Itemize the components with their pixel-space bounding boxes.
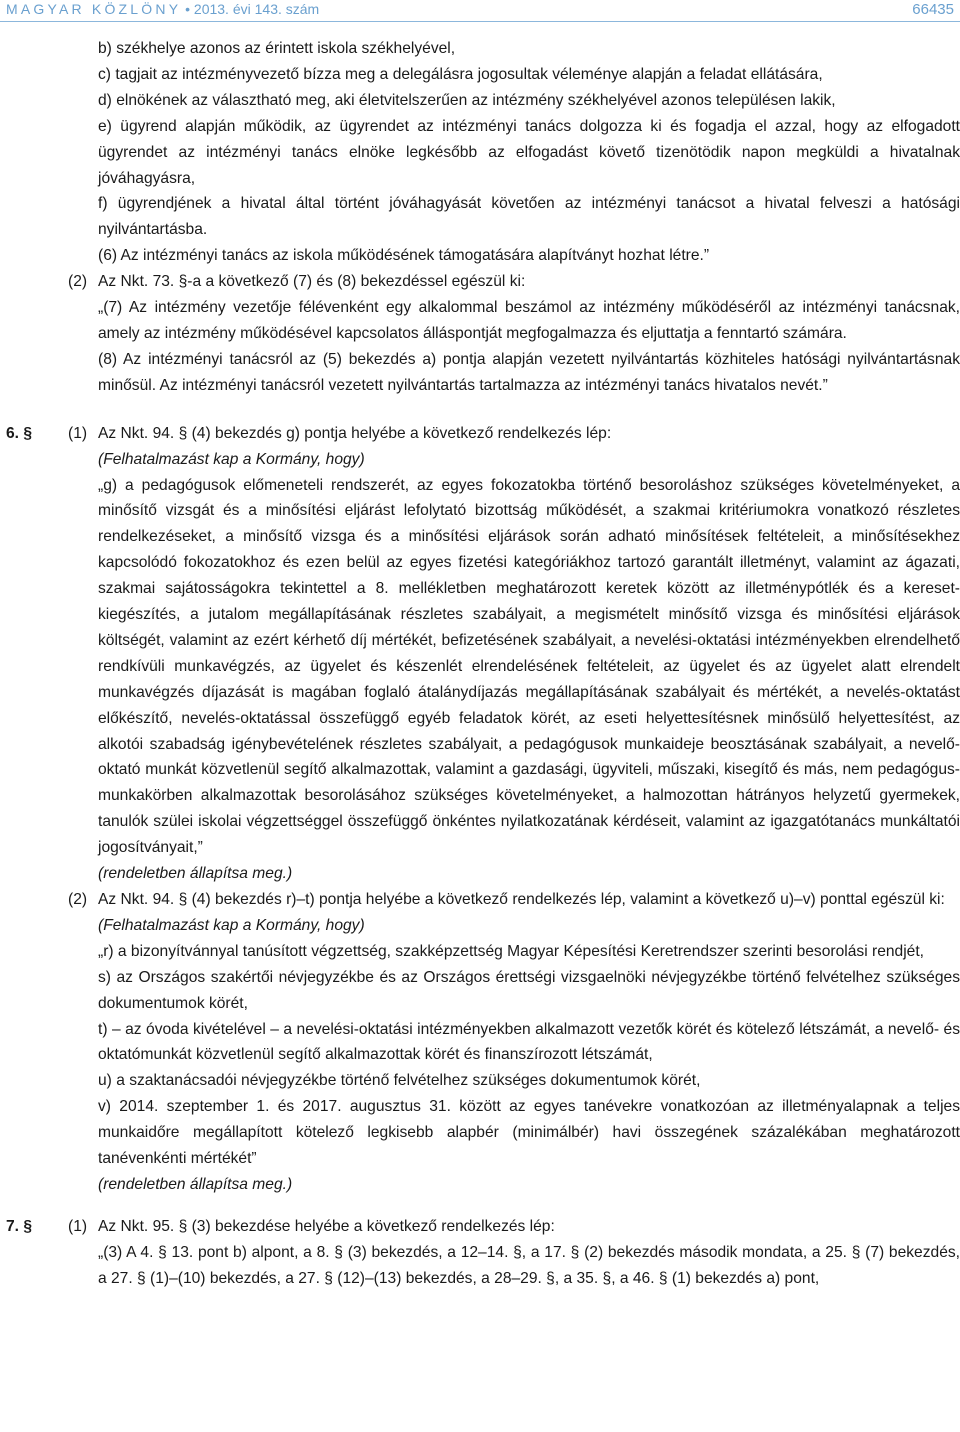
journal-title: [6, 1, 319, 17]
section-number: 7. §: [6, 1217, 33, 1235]
point-v: v) 2014. szeptember 1. és 2017. augusztus 31. között az egyes tanévekre vonatkozóan az illetményalapnak a teljes munkaidőre megállapított kötelező legkisebb alapbér (minimálbér) havi összegének százalékában meghatározott tanévenkénti mértékét”: [98, 1098, 960, 1168]
subsection-label: (1): [68, 1217, 88, 1235]
page-header: [0, 0, 960, 22]
subsection-label: (2): [68, 891, 88, 908]
subsection-label: (2): [68, 273, 88, 291]
intro-clause: (Felhatalmazást kap a Kormány, hogy): [98, 916, 365, 934]
point-u: u) a szaktanácsadói névjegyzékbe történő felvételhez szükséges dokumentumok körét,: [98, 1072, 701, 1090]
point-t: t) – az óvoda kivételével – a nevelési-oktatási intézményekben alkalmazott vezetők körét és kötelező létszámát, a nevelő- és oktatómunkát közvetlenül segítő alkalmazottak körét és finanszírozott létszámát,: [98, 1020, 960, 1064]
point-e: e) ügyrend alapján működik, az ügyrendet az intézményi tanács dolgozza ki és fogadja el azzal, hogy az elfogadott ügyrendet az intézményi tanács elnöke legkésőbb az elfogadást követő tizenötödik napon megküldi a hivatalnak jóváhagyásra,: [98, 117, 960, 187]
header-rule: [0, 21, 960, 22]
point-r: „r) a bizonyítvánnyal tanúsított végzettség, szakképzettség Magyar Képesítési Keretrendszer szerinti besorolási rendjét,: [98, 942, 925, 960]
point-c: c) tagjait az intézményvezető bízza meg a delegálásra jogosultak véleménye alapján a feladat ellátására,: [98, 65, 823, 83]
point-b: b) székhelye azonos az érintett iskola székhelyével,: [98, 40, 456, 57]
paragraph-8: (8) Az intézményi tanácsról az (5) bekezdés a) pontja alapján vezetett nyilvántartás közhiteles hatósági nyilvántartásnak minősül. Az intézményi tanácsról vezetett nyilvántartás tartalmazza az intézményi tanács hivatalos nevét.”: [98, 350, 960, 394]
document-body: [0, 36, 960, 1292]
point-g: „g) a pedagógusok előmeneteli rendszerét, az egyes fokozatokba történő besoroláshoz szükséges követelményeket, a minősítő vizsgát és a minősítési eljárást lefolytató bizottság működését, a szakmai kritériumokra vonatkozó részletes rendelkezéseket, a minősítő vizsga és a minősítési eljárások során adható minősítések feltételeit, a minősítésekhez kapcsolódó fokozatokhoz és ezen belül az egyes fizetési kategóriákhoz tartozó garantált illetményt, valamint az ágazati, szakmai sajátosságokra tekintettel a 8. mellékletben meghatározott keretek között az illetménypótlék és a kereset-kiegészítés, a jutalom megállapításának részletes szabályait, a megismételt minősítő vizsga és minősítési eljárások költségét, valamint az ezért kérhető díj mértékét, befizetésének szabályait, a nevelési-oktatási intézményekben elrendelhető rendkívüli munkavégzés, az ügyelet és készenlét elrendelésének feltételeit, az ügyelet és az ügyelet alatt elrendelt munkavégzés díjazását is magában foglaló átalánydíjazás megállapításának szabályait és mértékét, a nevelés-oktatást előkészítő, nevelés-oktatással összefüggő egyéb feladatok körét, az eseti helyettesítésnek minősülő helyettesítést, az alkotói szabadság igénybevételének részletes szabályait, a pedagógusok munkaideje beosztásának szabályait, a nevelő-oktató munkát közvetlenül segítő alkalmazottak, valamint a gazdasági, ügyviteli, műszaki, kisegítő és más, nem pedagógus-munkakörben alkalmazottak besorolásához szükséges követelményeket, a halmozottan hátrányos helyzetű gyermekek, tanulók szülei iskolai végzettséggel összefüggő önkéntes nyilatkozatának kérdéseit, valamint az igazgatótanács munkáltatói jogosítványait,”: [98, 476, 960, 857]
page-number: 66435: [912, 1, 954, 18]
point-d: d) elnökének az választható meg, aki életvitelszerűen az intézmény székhelyével azonos településen lakik,: [98, 91, 836, 109]
journal-name: MAGYAR KÖZLÖNY: [6, 1, 182, 17]
point-f: f) ügyrendjének a hivatal által történt jóváhagyását követően az intézményi tanácsot a hivatal felveszi a hatósági nyilvántartásba.: [98, 195, 960, 239]
issue-label: • 2013. évi 143. szám: [185, 1, 320, 17]
subsection-text: Az Nkt. 95. § (3) bekezdése helyébe a következő rendelkezés lép:: [98, 1217, 555, 1235]
subsection-text: Az Nkt. 94. § (4) bekezdés r)–t) pontja helyébe a következő rendelkezés lép, valamint a következő u)–v) ponttal egészül ki:: [98, 891, 945, 908]
paragraph-7: „(7) Az intézmény vezetője félévenként egy alkalommal beszámol az intézmény működéséről az intézményi tanácsnak, amely az intézmény működésével kapcsolatos álláspontját megfogalmazza és eljuttatja a fenntartó számára.: [98, 299, 960, 342]
paragraph-3: „(3) A 4. § 13. pont b) alpont, a 8. § (3) bekezdés, a 12–14. §, a 17. § (2) bekezdés második mondata, a 25. § (7) bekezdés, a 27. § (1)–(10) bekezdés, a 27. § (12)–(13) bekezdés, a 28–29. §, a 35. §, a 46. § (1) bekezdés a) pont,: [98, 1243, 960, 1287]
outro-clause: (rendeletben állapítsa meg.): [98, 1175, 293, 1193]
subsection-label: (1): [68, 424, 88, 442]
subsection-2: [0, 269, 960, 295]
subsection-text: Az Nkt. 94. § (4) bekezdés g) pontja helyébe a következő rendelkezés lép:: [98, 424, 612, 442]
subsection-text: Az Nkt. 73. §-a a következő (7) és (8) bekezdéssel egészül ki:: [98, 273, 526, 291]
spacer: [0, 1198, 960, 1214]
section-7: [0, 1214, 960, 1240]
spacer: [0, 399, 960, 421]
section-number: 6. §: [6, 424, 33, 442]
outro-clause: (rendeletben állapítsa meg.): [98, 865, 293, 883]
intro-clause: (Felhatalmazást kap a Kormány, hogy): [98, 450, 365, 468]
paragraph-6: (6) Az intézményi tanács az iskola működésének támogatására alapítványt hozhat létre.”: [98, 247, 710, 265]
subsection-2: [0, 887, 960, 913]
section-6: [0, 421, 960, 447]
point-s: s) az Országos szakértői névjegyzékbe és az Országos érettségi vizsgaelnöki névjegyzékbe történő felvételhez szükséges dokumentumok körét,: [98, 968, 960, 1012]
